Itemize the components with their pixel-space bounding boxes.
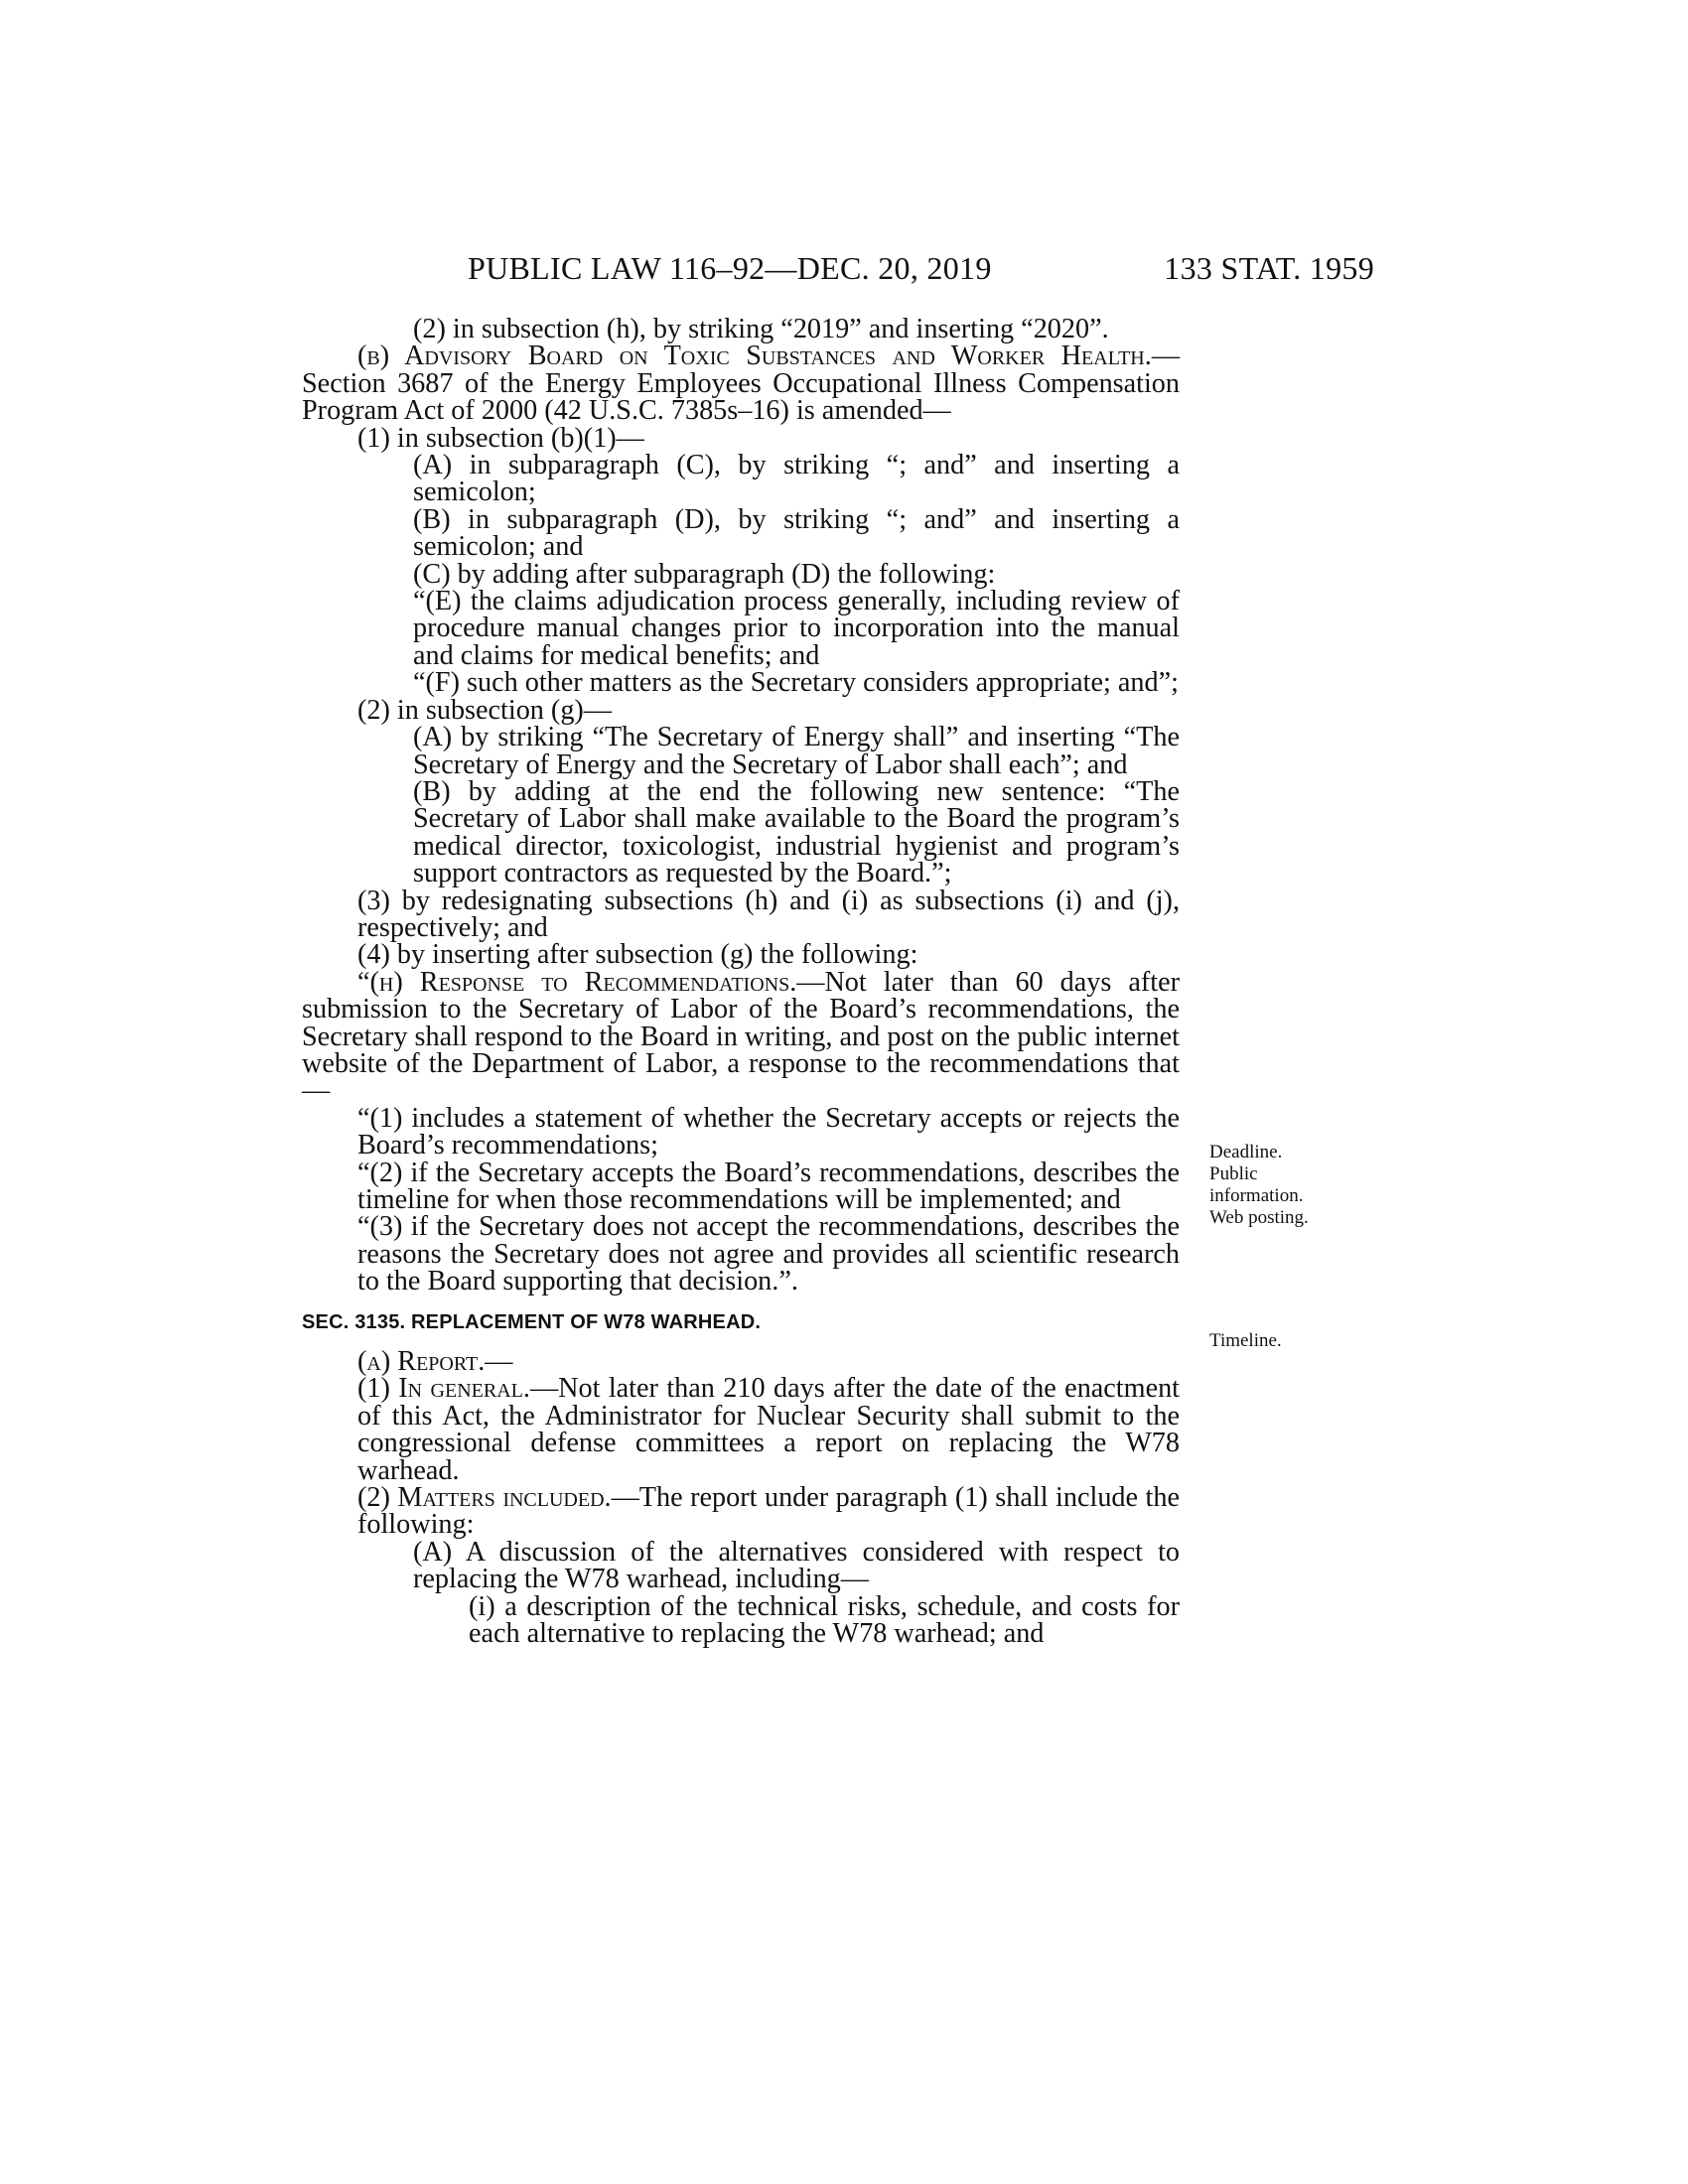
margin-note-line: information. xyxy=(1209,1185,1304,1206)
running-header-title: PUBLIC LAW 116–92—DEC. 20, 2019 xyxy=(468,250,992,286)
paragraph xyxy=(302,452,1180,506)
margin-note-line: Deadline. xyxy=(1209,1142,1283,1162)
paragraph-text: (B) by adding at the end the following new sentence: “The Secretary of Labor shall make available to the Board the program’s medical director, toxicologist, industrial hygienist and program’s support contractors as requested by the Board.”; xyxy=(413,775,1180,889)
paragraph-text: “(2) if the Secretary accepts the Board’s recommendations, describes the timeline for when those recommendations will be implemented; and xyxy=(357,1157,1180,1215)
statute-body xyxy=(302,316,1180,1648)
section-heading: SEC. 3135. REPLACEMENT OF W78 WARHEAD. xyxy=(302,1310,762,1333)
paragraph-text: (i) a description of the technical risks, schedule, and costs for each alternative to replacing the W78 warhead; and xyxy=(469,1590,1180,1650)
running-header-page-number: 133 STAT. 1959 xyxy=(1164,250,1374,286)
margin-note-line: Timeline. xyxy=(1209,1330,1282,1351)
paragraph xyxy=(302,588,1180,669)
margin-note-line: Web posting. xyxy=(1209,1207,1309,1228)
paragraph-text: “(3) if the Secretary does not accept the recommendations, describes the reasons the Secretary does not agree and provides all scientific research to the Board supporting that decision.”. xyxy=(357,1211,1180,1297)
subsection-heading: (b) Advisory Board on Toxic Substances and Worker Health. xyxy=(357,341,1152,372)
paragraph-heading: (1) In general. xyxy=(357,1373,530,1405)
subsection-heading: “(h) Response to Recommendations. xyxy=(357,966,797,998)
margin-note-timeline xyxy=(1209,1330,1358,1352)
paragraph xyxy=(302,887,1180,942)
paragraph-heading: (2) Matters included. xyxy=(357,1482,612,1514)
paragraph xyxy=(302,694,1180,726)
paragraph xyxy=(302,1375,1180,1484)
paragraph-text: —The report under paragraph (1) shall include the following: xyxy=(357,1482,1180,1541)
paragraph xyxy=(302,1213,1180,1295)
paragraph-subsection-a xyxy=(302,1346,1180,1378)
paragraph-text: —Not later than 60 days after submission to the Secretary of Labor of the Board’s recommendations, the Secretary shall respond to the Board in writing, and post on the public internet website of the Department of Labor, a response to the recommendations that— xyxy=(302,966,1180,1107)
subsection-heading: (a) Report. xyxy=(357,1346,486,1378)
paragraph-text: — xyxy=(485,1346,513,1378)
margin-note-line: Public xyxy=(1209,1163,1258,1184)
paragraph-text: (A) in subparagraph (C), by striking “; and” and inserting a semicolon; xyxy=(413,450,1180,508)
paragraph-text: “(1) includes a statement of whether the Secretary accepts or rejects the Board’s recommendations; xyxy=(357,1102,1180,1161)
paragraph xyxy=(302,316,1180,342)
paragraph-text: (4) by inserting after subsection (g) the following: xyxy=(357,939,918,971)
paragraph-text: (2) in subsection (g)— xyxy=(357,694,612,726)
paragraph-text: (A) by striking “The Secretary of Energy shall” and inserting “The Secretary of Energy and the Secretary of Labor shall each”; and xyxy=(413,722,1180,780)
paragraph-subsection-h xyxy=(302,966,1180,1107)
paragraph xyxy=(302,558,1180,590)
paragraph-subsection-b xyxy=(302,341,1180,427)
paragraph xyxy=(302,422,1180,454)
paragraph xyxy=(302,503,1180,563)
paragraph-text: “(F) such other matters as the Secretary considers appropriate; and”; xyxy=(413,667,1179,699)
paragraph-text: —Not later than 210 days after the date of the enactment of this Act, the Administrator for Nuclear Security shall submit to the congressional defense committees a report on replacing the W78 warhead. xyxy=(357,1373,1180,1486)
paragraph-text: (2) in subsection (h), by striking “2019” and inserting “2020”. xyxy=(413,314,1109,344)
paragraph xyxy=(302,1536,1180,1595)
paragraph-text: (A) A discussion of the alternatives considered with respect to replacing the W78 warhead, including— xyxy=(413,1536,1180,1595)
paragraph-text: (B) in subparagraph (D), by striking “; and” and inserting a semicolon; and xyxy=(413,503,1180,563)
paragraph xyxy=(302,939,1180,971)
paragraph xyxy=(302,1102,1180,1161)
paragraph xyxy=(302,775,1180,889)
paragraph-text: (3) by redesignating subsections (h) and (i) as subsections (i) and (j), respectively; and xyxy=(357,885,1180,943)
paragraph-text: (C) by adding after subparagraph (D) the following: xyxy=(413,558,996,590)
paragraph-text: —Section 3687 of the Energy Employees Occupational Illness Compensation Program Act of 2000 (42 U.S.C. 7385s–16) is amended— xyxy=(302,341,1180,427)
paragraph xyxy=(302,724,1180,778)
paragraph xyxy=(302,667,1180,699)
paragraph-text: “(E) the claims adjudication process generally, including review of procedure manual changes prior to incorporation into the manual and claims for medical benefits; and xyxy=(413,586,1180,671)
paragraph xyxy=(302,1484,1180,1539)
paragraph xyxy=(302,1157,1180,1215)
margin-note-deadline xyxy=(1209,1142,1358,1229)
paragraph-text: (1) in subsection (b)(1)— xyxy=(357,422,644,454)
paragraph xyxy=(302,1590,1180,1650)
